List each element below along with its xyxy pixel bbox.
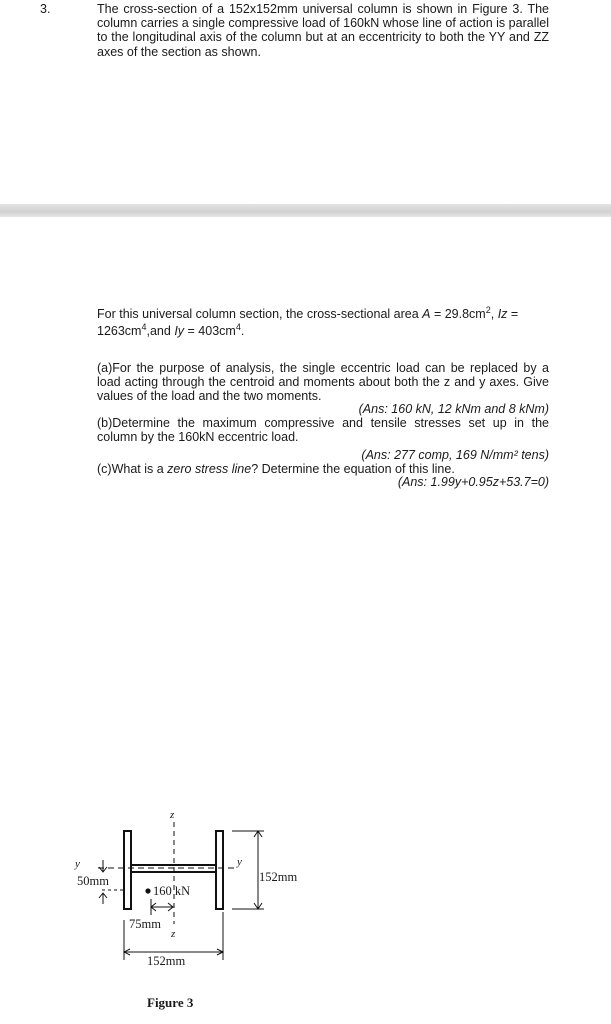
dim-152-height-label: 152mm	[259, 870, 298, 884]
iz-symbol: Iz	[497, 307, 508, 321]
area-exponent: 2	[485, 304, 491, 315]
part-c-emphasis: zero stress line	[167, 461, 252, 476]
part-b-answer: (Ans: 277 comp, 169 N/mm² tens)	[361, 447, 549, 462]
load-point	[145, 888, 150, 893]
dim-50-label: 50mm	[77, 874, 109, 888]
and-text: ,and	[146, 324, 175, 338]
iy-value: = 403cm	[184, 324, 236, 338]
right-flange	[216, 831, 223, 909]
part-c-text-1: (c)What is a	[97, 461, 168, 476]
part-b-text: (b)Determine the maximum compressive and tensile stresses set up in the column by the 160kN eccentric load.	[97, 416, 549, 444]
part-a-answer: (Ans: 160 kN, 12 kNm and 8 kNm)	[358, 402, 549, 417]
left-flange	[124, 831, 131, 909]
iy-exponent: 4	[235, 321, 241, 332]
section-properties	[97, 306, 549, 340]
iz-exponent: 4	[141, 321, 147, 332]
separator: ,	[490, 307, 498, 321]
iz-value: = 1263cm	[97, 307, 519, 338]
iy-symbol: Iy	[174, 324, 185, 338]
question-intro: The cross-section of a 152x152mm universal column is shown in Figure 3. The column carries a single compressive load of 160kN whose line of action is parallel to the longitudinal axis of the column but at an eccentricity to both the YY and ZZ axes of the section as shown.	[97, 2, 549, 59]
load-label: 160 kN	[153, 884, 191, 898]
figure-caption: Figure 3	[147, 995, 194, 1010]
period: .	[240, 324, 245, 338]
part-c-text-2: ? Determine the equation of this line.	[251, 461, 455, 476]
page-divider	[0, 204, 611, 217]
part-a-text: (a)For the purpose of analysis, the single eccentric load can be replaced by a load acting through the centroid and moments about both the z and y axes. Give values of the load and the two moments.	[97, 361, 549, 403]
area-value: = 29.8cm	[430, 307, 486, 321]
properties-text: For this universal column section, the cross-sectional area	[97, 307, 423, 321]
z-axis-label-top: z	[170, 809, 175, 821]
figure-3	[60, 800, 360, 1020]
part-c-text	[97, 463, 549, 477]
area-symbol: A	[422, 307, 431, 321]
z-axis-label-bottom: z	[171, 928, 176, 940]
column-section-diagram	[60, 800, 360, 1020]
question-number: 3.	[40, 2, 51, 16]
question-parts	[97, 362, 549, 490]
part-c-answer: (Ans: 1.99y+0.95z+53.7=0)	[397, 475, 549, 490]
y-axis-label-left: y	[75, 858, 80, 870]
dim-152-width-label: 152mm	[147, 954, 186, 968]
dim-75-label: 75mm	[129, 917, 161, 931]
y-axis-label-right: y	[237, 856, 242, 868]
